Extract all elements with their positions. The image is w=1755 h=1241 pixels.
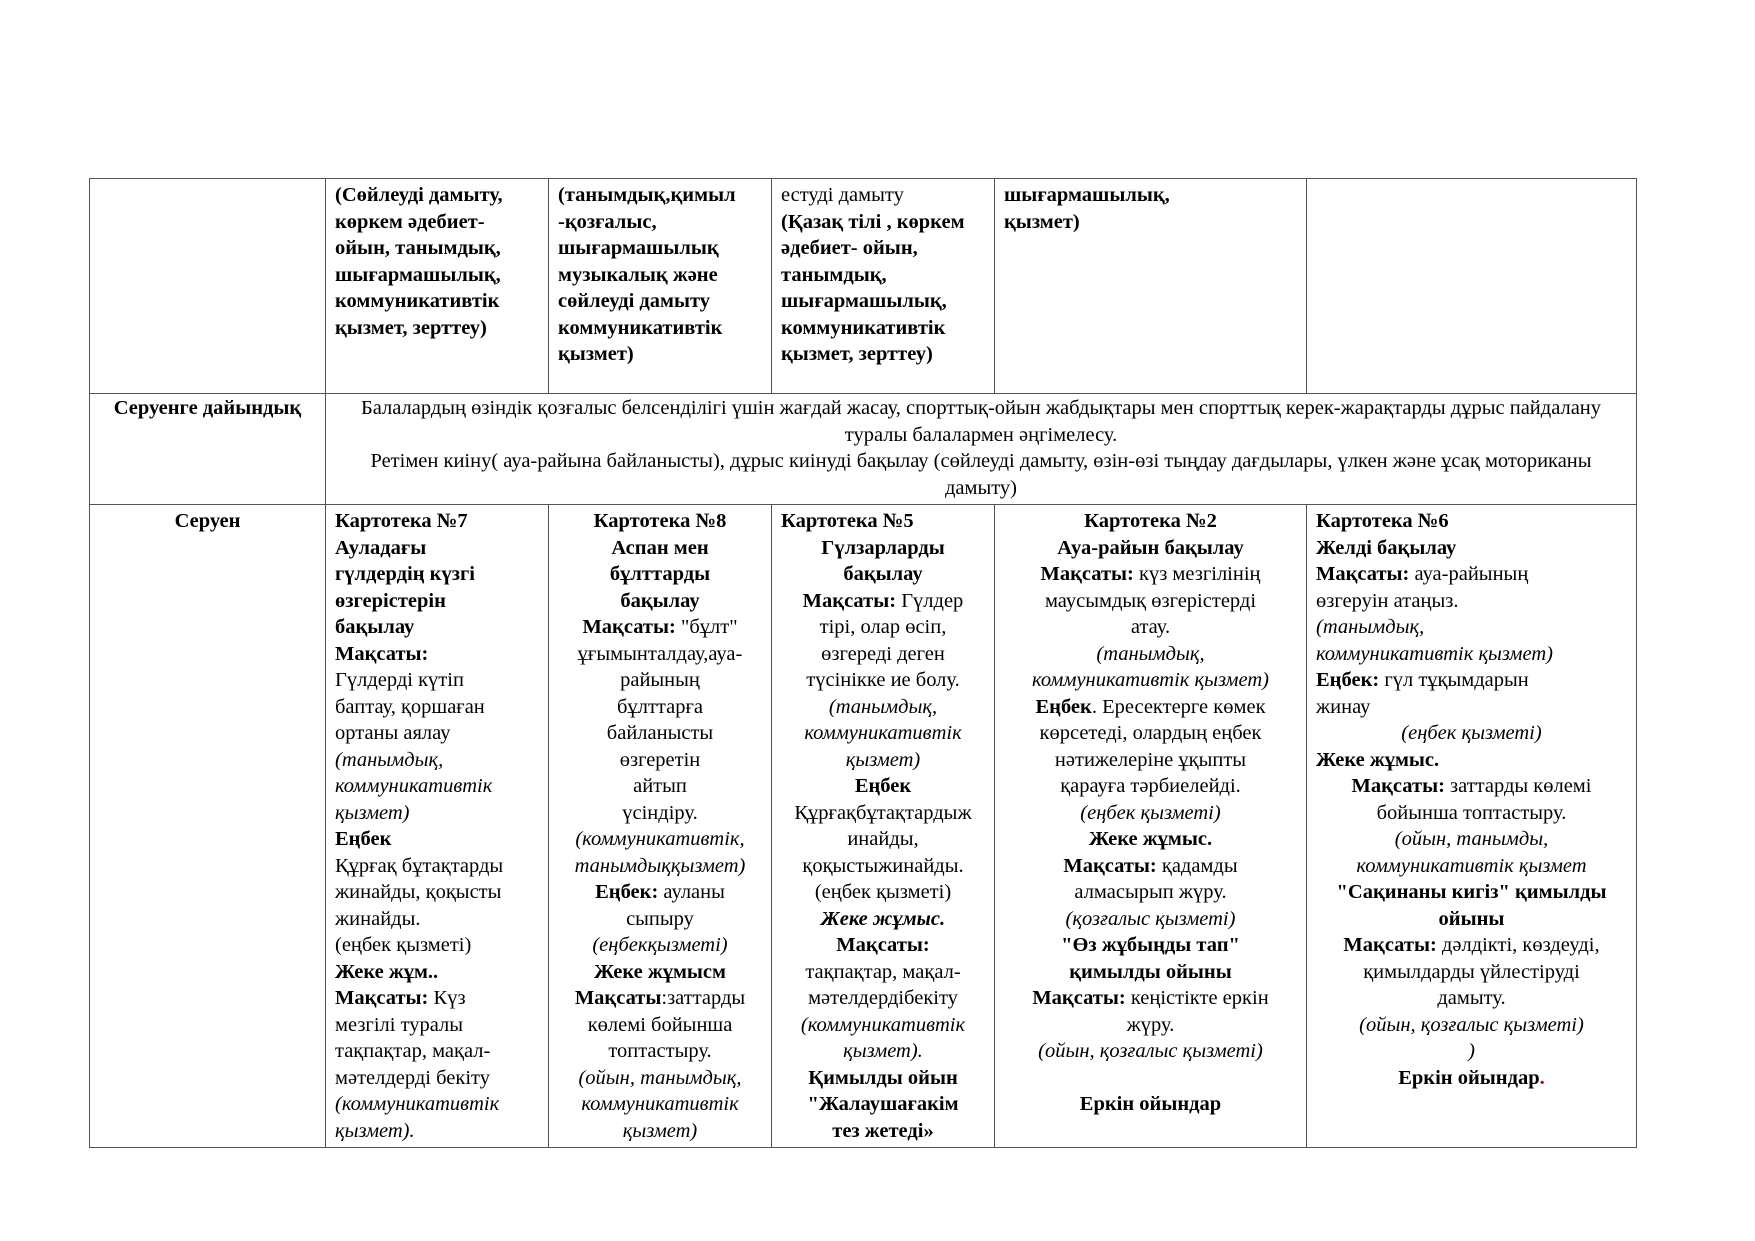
text-line: қызмет) [558, 343, 634, 365]
goal-label: Мақсаты: [836, 934, 930, 956]
text-line: атау. [1130, 616, 1171, 638]
text-line [558, 614, 762, 641]
text-line [558, 985, 762, 1012]
text-line: қимылдарды үйлестіруді [1363, 960, 1580, 983]
text-line: инайды, [847, 828, 919, 850]
activity-note: (қозғалыс қызметі) [1065, 907, 1236, 930]
activity-note: (танымдық, [828, 695, 938, 718]
text-line: көрсетеді, олардың еңбек [1039, 722, 1262, 744]
text-line: Құрғақбұтақтардыж [794, 801, 972, 824]
text-line: жинау [1316, 695, 1371, 718]
card-title: Ауладағы [335, 536, 427, 559]
document-page [89, 178, 1636, 1148]
text-line [781, 588, 985, 615]
activity-note: (еңбек қызметі) [1401, 722, 1542, 744]
activity-note: коммуникативтік [335, 775, 493, 797]
activity-note: коммуникативтік қызмет) [1316, 642, 1553, 665]
text-line: қызмет, зерттеу) [781, 343, 933, 365]
text-line [1004, 853, 1297, 880]
text-line: әдебиет- ойын, [781, 237, 918, 259]
text-line: түсінікке ие болу. [806, 669, 960, 691]
text-line: нәтижелеріне ұқыпты [1054, 748, 1247, 771]
red-dot: . [1539, 1066, 1545, 1089]
work-label: Еңбек [335, 828, 392, 850]
activity-note: танымдыққызмет) [574, 854, 746, 877]
text-line: топтастыру. [608, 1040, 712, 1062]
row-label: Серуенге дайындық [113, 397, 302, 419]
activity-note: коммуникативтік қызмет) [1032, 669, 1269, 691]
text-line: тақпақтар, мақал- [335, 1040, 491, 1062]
activity-note: (еңбек қызметі) [1080, 801, 1221, 824]
text-line [1316, 561, 1627, 588]
card-title: Ауа-райын бақылау [1057, 536, 1244, 559]
text-line: (Қазақ тілі , көркем [781, 210, 965, 233]
activity-note: (ойын, танымды, [1394, 828, 1549, 850]
text-fragment: дәлдікті, көздеуді, [1436, 934, 1600, 956]
free-games-line [1316, 1065, 1627, 1092]
table-row [90, 505, 1637, 1148]
activity-note: (танымдық, [335, 748, 444, 771]
card-title: бақылау [620, 589, 700, 612]
goal-label: Мақсаты: [1063, 854, 1157, 877]
text-line: баптау, қоршаған [335, 695, 485, 718]
individual-work-label: Жеке жұмыс. [1316, 748, 1440, 771]
goal-label: Мақсаты: [1316, 563, 1410, 585]
text-fragment: күз мезгілінің [1133, 563, 1261, 585]
walk-card-5-cell [772, 505, 995, 1148]
activity-note: қызмет) [335, 801, 410, 824]
row1-col3-cell [772, 179, 995, 394]
activity-note: (ойын, қозғалыс қызметі) [1038, 1040, 1263, 1062]
goal-label: Мақсаты: [335, 987, 429, 1009]
goal-label: Мақсаты [574, 987, 662, 1009]
text-line: шығармашылық, [335, 263, 501, 286]
text-fragment: Гүлдер [896, 589, 964, 612]
activity-note: (коммуникативтік, [575, 828, 745, 850]
activity-note: қызмет) [845, 748, 921, 771]
text-line: танымдық, [781, 263, 887, 286]
text-line: тақпақтар, мақал- [805, 960, 961, 983]
row2-content-cell [326, 394, 1637, 505]
free-games-label: Еркін ойындар [1079, 1093, 1222, 1115]
text-line: ұғымынталдау,ауа- [577, 642, 743, 665]
text-fragment: ауа-райының [1409, 563, 1529, 585]
activity-note: қызмет) [622, 1119, 698, 1142]
text-fragment: ауланы [658, 881, 725, 903]
text-line: қызмет, зерттеу) [335, 316, 487, 339]
goal-label: Мақсаты: [1351, 775, 1445, 797]
text-line: сөйлеуді дамыту [558, 290, 711, 312]
walk-card-2-cell [995, 505, 1307, 1148]
individual-work-label: Жеке жұмысм [594, 960, 726, 983]
text-line: бойынша топтастыру. [1376, 801, 1567, 824]
goal-label: Мақсаты: [802, 589, 897, 612]
free-games-label: Еркін ойындар [1398, 1066, 1540, 1089]
text-line: маусымдық өзгерістерді [1044, 589, 1257, 612]
row1-col4-cell [995, 179, 1307, 394]
text-line: Гүлдерді күтіп [335, 669, 464, 691]
individual-work-label: Жеке жұмыс. [1088, 828, 1213, 850]
game-title: ойыны [1438, 907, 1505, 930]
goal-label: Мақсаты: [1343, 934, 1437, 956]
activity-note: (танымдық, [1096, 642, 1205, 665]
text-line: (танымдық,қимыл [558, 184, 736, 206]
text-line: (Сөйлеуді дамыту, [335, 184, 503, 206]
text-line: жүру. [1126, 1013, 1175, 1036]
goal-label: Мақсаты: [582, 616, 676, 638]
game-title: "Өз жұбыңды тап" [1061, 934, 1240, 956]
activity-note: (коммуникативтік [335, 1093, 500, 1115]
text-line: айтып [633, 775, 687, 797]
text-line: (еңбек қызметі) [814, 881, 952, 903]
text-line: -қозғалыс, [558, 210, 657, 233]
text-line: қоқыстыжинайды. [802, 854, 964, 877]
individual-work-label: Жеке жұм.. [335, 960, 439, 983]
activity-note: қызмет). [843, 1040, 923, 1062]
text-line: ойын, танымдық, [335, 237, 501, 259]
text-line: жинайды. [335, 907, 421, 930]
row3-label-cell [90, 505, 326, 1148]
text-fragment: заттарды көлемі [1444, 775, 1592, 797]
goal-label: Мақсаты: [1040, 563, 1134, 585]
text-line [1004, 561, 1297, 588]
row1-col1-cell [326, 179, 549, 394]
card-title: бақылау [335, 616, 415, 638]
goal-label: Мақсаты: [335, 642, 429, 665]
text-line: тірі, олар өсіп, [819, 616, 947, 638]
activity-note: коммуникативтік қызмет [1356, 854, 1587, 877]
text-fragment: :заттарды [661, 987, 746, 1009]
text-line: қызмет) [1004, 210, 1080, 233]
row1-label-cell [90, 179, 326, 394]
text-line: өзгеруін атаңыз. [1316, 589, 1459, 612]
text-line [1316, 773, 1627, 800]
text-line [1316, 667, 1627, 694]
walk-card-6-cell [1307, 505, 1637, 1148]
table-row [90, 179, 1637, 394]
text-line: қарауға тәрбиелейді. [1060, 775, 1241, 797]
text-line: райының [620, 669, 700, 691]
card-title: өзгерістерін [335, 589, 446, 612]
activity-note: (ойын, танымдық, [578, 1066, 742, 1089]
text-line: ортаны аялау [335, 722, 451, 744]
game-title: тез жетеді» [832, 1119, 934, 1142]
card-number: Картотека №2 [1084, 510, 1217, 532]
activity-note: (ойын, қозғалыс қызметі) [1359, 1013, 1584, 1036]
text-line: жинайды, қоқысты [335, 881, 502, 903]
activity-note: (танымдық, [1316, 616, 1425, 638]
card-number: Картотека №6 [1316, 510, 1449, 532]
text-line: шығармашылық, [1004, 184, 1170, 206]
text-line: шығармашылық, [781, 290, 947, 312]
text-line: коммуникативтік [558, 316, 723, 339]
game-title: "Сақинаны кигіз" қимылды [1336, 881, 1607, 903]
activity-note: (еңбекқызметі) [592, 934, 728, 956]
text-line [335, 985, 539, 1012]
card-number: Картотека №8 [593, 510, 727, 532]
text-line [1004, 694, 1297, 721]
work-label: Еңбек [1035, 695, 1092, 718]
row-label: Серуен [174, 510, 241, 532]
work-label: Еңбек: [595, 881, 659, 903]
text-line: дамыту. [1437, 987, 1506, 1009]
game-title: Қимылды ойын [808, 1066, 958, 1089]
activity-note: ) [1468, 1040, 1475, 1062]
text-line: мәтелдердібекіту [808, 987, 958, 1009]
text-line: алмасырып жүру. [1074, 881, 1227, 903]
text-line: сыпыру [626, 907, 694, 930]
text-line: өзгеретін [619, 748, 701, 771]
text-line: мәтелдерді бекіту [335, 1066, 490, 1089]
text-line: музыкалық және [558, 263, 718, 286]
walk-card-8-cell [549, 505, 772, 1148]
card-title: бұлттарды [609, 563, 711, 585]
walk-card-7-cell [326, 505, 549, 1148]
text-fragment: кеңістікте еркін [1125, 987, 1269, 1009]
activity-note: (коммуникативтік [800, 1013, 966, 1036]
individual-work-label: Жеке жұмыс. [820, 907, 946, 930]
text-fragment: қадамды [1156, 854, 1238, 877]
card-title: бақылау [843, 563, 923, 585]
card-title: Желді бақылау [1316, 536, 1457, 559]
text-fragment: Күз [428, 987, 466, 1009]
text-line: шығармашылық [558, 237, 719, 259]
text-line: көлемі бойынша [587, 1013, 733, 1036]
card-number: Картотека №5 [781, 510, 914, 532]
text-line: мезгілі туралы [335, 1013, 464, 1036]
text-fragment: . Ересектерге көмек [1091, 695, 1266, 718]
game-title: "Жалаушағакім [807, 1093, 959, 1115]
table-row [90, 394, 1637, 505]
text-line: бұлттарға [617, 695, 703, 718]
text-line: коммуникативтік [781, 316, 946, 339]
text-line: өзгереді деген [821, 642, 945, 665]
game-title: қимылды ойыны [1069, 960, 1232, 983]
plan-table [89, 178, 1637, 1148]
text-fragment: гүл тұқымдарын [1379, 669, 1529, 691]
paragraph: Балалардың өзіндік қозғалыс белсенділігі үшін жағдай жасау, спорттық-ойын жабдықтары мен спорттық керек-жарақтарды дұрыс пайдалану туралы балалармен әңгімелесу. [360, 397, 1602, 446]
text-line: үсіндіру. [622, 801, 698, 824]
card-title: Аспан мен [611, 536, 709, 559]
text-line [1004, 985, 1297, 1012]
row1-col2-cell [549, 179, 772, 394]
text-line: (еңбек қызметі) [335, 934, 472, 956]
work-label: Еңбек: [1316, 669, 1380, 691]
text-line: Құрғақ бұтақтарды [335, 854, 504, 877]
row2-label-cell [90, 394, 326, 505]
text-line: коммуникативтік [335, 290, 500, 312]
text-line [1316, 932, 1627, 959]
activity-note: коммуникативтік [804, 722, 962, 744]
paragraph: Ретімен киіну( ауа-райына байланысты), дұрыс киінуді бақылау (сөйлеуді дамыту, өзін-өзі тыңдау дағдылары, үлкен және ұсақ моториканы дамыту) [370, 450, 1592, 499]
text-line: көркем әдебиет- [335, 210, 485, 233]
activity-note: коммуникативтік [581, 1093, 739, 1115]
text-line: байланысты [606, 722, 714, 744]
card-title: гүлдердің күзгі [335, 563, 475, 585]
card-number: Картотека №7 [335, 510, 468, 532]
work-label: Еңбек [854, 775, 912, 797]
card-title: Гүлзарларды [821, 536, 945, 559]
activity-note: қызмет). [335, 1119, 415, 1142]
row1-col5-cell [1307, 179, 1637, 394]
text-line: естуді дамыту [781, 184, 904, 206]
text-fragment: "бұлт" [675, 616, 738, 638]
text-line [558, 879, 762, 906]
goal-label: Мақсаты: [1032, 987, 1126, 1009]
